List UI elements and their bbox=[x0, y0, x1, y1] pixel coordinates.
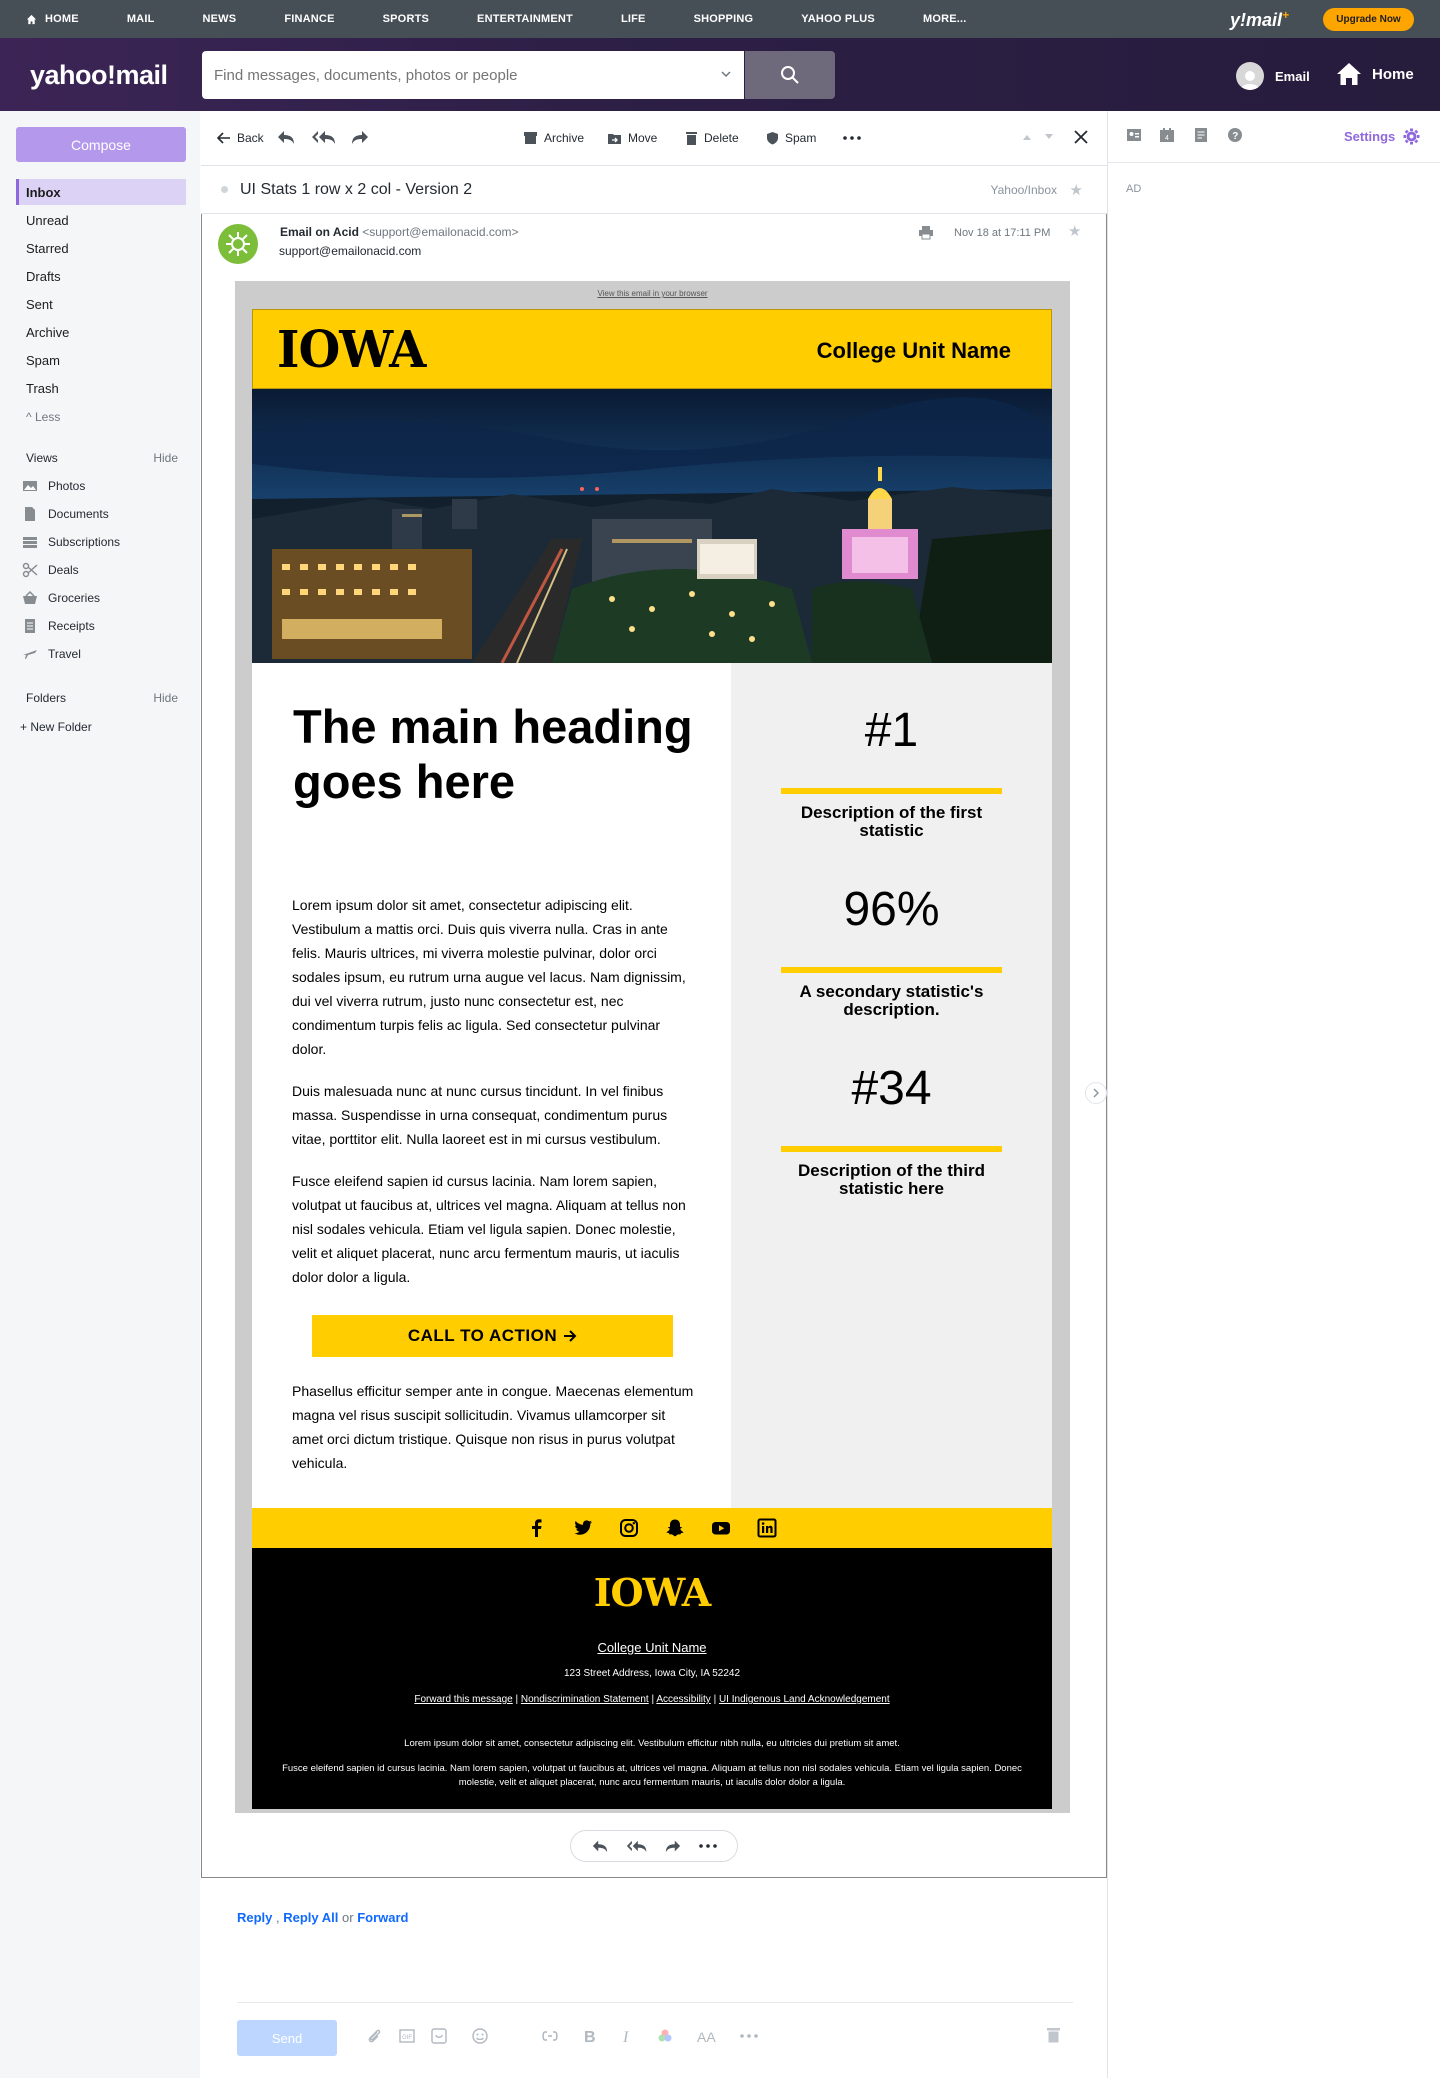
left-sidebar bbox=[0, 111, 200, 2078]
shield-icon bbox=[766, 131, 779, 145]
topnav-home-label: HOME bbox=[45, 13, 79, 25]
call-to-action-button[interactable] bbox=[312, 1315, 673, 1357]
italic-icon[interactable] bbox=[620, 2027, 636, 2045]
settings-button[interactable] bbox=[1344, 128, 1420, 145]
quick-reply-links: Reply , Reply All or Forward bbox=[237, 1910, 409, 1925]
stats-column bbox=[731, 663, 1052, 1508]
text-color-icon[interactable] bbox=[656, 2027, 674, 2045]
right-panel-toolbar bbox=[1108, 111, 1440, 163]
topnav-news[interactable]: NEWS bbox=[202, 13, 237, 25]
upgrade-button[interactable]: Upgrade Now bbox=[1323, 8, 1414, 31]
sender-avatar[interactable] bbox=[218, 224, 258, 264]
message-subject: UI Stats 1 row x 2 col - Version 2 bbox=[240, 180, 473, 198]
back-button[interactable] bbox=[217, 131, 264, 145]
forward-icon[interactable] bbox=[350, 128, 370, 146]
plus-icon: + bbox=[20, 720, 31, 734]
twitter-icon[interactable] bbox=[573, 1518, 593, 1538]
topnav-entertainment[interactable]: ENTERTAINMENT bbox=[477, 13, 573, 25]
sidebar-item-drafts[interactable]: Drafts bbox=[26, 268, 61, 284]
message-actions-pill bbox=[570, 1830, 738, 1862]
sidebar-item-label: Deals bbox=[48, 563, 79, 577]
stat-divider bbox=[781, 788, 1002, 794]
compose-divider bbox=[237, 2002, 1073, 2003]
stat-divider bbox=[781, 1146, 1002, 1152]
reply-link[interactable]: Reply bbox=[237, 1910, 273, 1925]
discard-draft-icon[interactable] bbox=[1046, 2027, 1061, 2043]
instagram-icon[interactable] bbox=[619, 1518, 639, 1538]
sidebar-item-label: Receipts bbox=[48, 619, 95, 633]
home-icon bbox=[26, 14, 37, 25]
archive-icon bbox=[523, 131, 538, 145]
sidebar-item-unread[interactable]: Unread bbox=[26, 212, 69, 228]
topnav-life[interactable]: LIFE bbox=[620, 13, 646, 25]
less-label: Less bbox=[34, 410, 61, 424]
topnav-links bbox=[0, 13, 1015, 25]
reply-all-icon[interactable] bbox=[626, 1838, 648, 1854]
svg-text:I: I bbox=[623, 2029, 629, 2045]
contacts-icon[interactable] bbox=[1126, 127, 1142, 143]
trash-icon bbox=[685, 131, 698, 145]
sticker-icon[interactable] bbox=[430, 2027, 448, 2045]
chevron-up-icon: ^ bbox=[26, 410, 35, 424]
reply-or-text: or bbox=[342, 1910, 354, 1925]
more-icon[interactable] bbox=[843, 136, 861, 140]
compose-button[interactable]: Compose bbox=[16, 127, 186, 162]
folders-title: Folders bbox=[26, 691, 67, 705]
reply-all-icon[interactable] bbox=[311, 128, 337, 146]
ad-label: AD bbox=[1126, 183, 1142, 195]
search-box bbox=[202, 51, 744, 99]
more-icon[interactable] bbox=[699, 1844, 717, 1848]
message-date: Nov 18 at 17:11 PM bbox=[954, 227, 1051, 239]
recipient-address[interactable]: support@emailonacid.com bbox=[279, 244, 422, 258]
spam-label: Spam bbox=[785, 131, 817, 145]
stat-description: A secondary statistic's description. bbox=[799, 982, 984, 1019]
topnav-sports[interactable]: SPORTS bbox=[382, 13, 430, 25]
folders-hide-toggle[interactable]: Hide bbox=[153, 691, 178, 705]
subscriptions-icon bbox=[22, 534, 38, 550]
sidebar-item-deals[interactable] bbox=[22, 562, 79, 578]
bold-icon[interactable] bbox=[582, 2027, 598, 2045]
right-panel bbox=[1107, 111, 1440, 2078]
nondiscrimination-link[interactable]: Nondiscrimination Statement bbox=[520, 1694, 649, 1705]
svg-text:B: B bbox=[584, 2029, 596, 2045]
header-home-link[interactable] bbox=[1336, 62, 1414, 86]
send-button[interactable]: Send bbox=[237, 2020, 337, 2056]
reply-icon[interactable] bbox=[276, 128, 296, 146]
sender-address: <support@emailonacid.com> bbox=[362, 225, 519, 239]
sidebar-item-travel[interactable] bbox=[22, 646, 81, 662]
email-on-acid-logo-icon bbox=[224, 230, 252, 258]
star-icon[interactable]: ★ bbox=[1068, 223, 1082, 240]
views-hide-toggle[interactable]: Hide bbox=[153, 451, 178, 465]
link-icon[interactable] bbox=[540, 2027, 560, 2045]
views-title: Views bbox=[26, 451, 58, 465]
search-input[interactable] bbox=[214, 67, 704, 84]
sidebar-item-groceries[interactable] bbox=[22, 590, 100, 606]
sidebar-item-sent[interactable]: Sent bbox=[26, 296, 53, 312]
stat-value: #1 bbox=[864, 704, 919, 757]
ymail-plus-mark: + bbox=[1282, 8, 1290, 22]
topnav-more[interactable]: MORE... bbox=[922, 13, 967, 25]
spam-button[interactable] bbox=[766, 131, 816, 145]
emoji-icon[interactable] bbox=[471, 2027, 489, 2045]
ymail-brand[interactable] bbox=[1230, 8, 1289, 31]
message-toolbar bbox=[201, 111, 1107, 166]
document-icon bbox=[22, 506, 38, 522]
sidebar-item-label: Photos bbox=[48, 479, 86, 493]
receipt-icon bbox=[22, 618, 38, 634]
sender-name[interactable]: Email on Acid bbox=[280, 225, 359, 239]
footer-paragraph: Fusce eleifend sapien id cursus lacinia. Nam lorem sapien, volutpat ut faucibus at, ultrices vel magna. Aliquam at tellus non nisl sodales vehicula. Etiam vel ligula sapien. Donec molestie, velit et aliquet placerat, nunc arcu fermentum mauris, ut iaculis dolor dolor a ligula. bbox=[282, 1763, 1022, 1788]
sidebar-item-receipts[interactable] bbox=[22, 618, 95, 634]
accessibility-link[interactable]: Accessibility bbox=[656, 1694, 711, 1705]
move-icon bbox=[607, 131, 622, 145]
svg-text:4: 4 bbox=[1165, 135, 1169, 142]
body-paragraph: Fusce eleifend sapien id cursus lacinia. Nam lorem sapien, volutpat ut faucibus at, ultrices vel magna. Aliquam at tellus non nisl sodales vehicula. Etiam vel ligula sapien. Donec molestie, velit et aliquet placerat, nunc arcu fermentum mauris, ut iaculis dolor dolor a ligula. bbox=[292, 1173, 686, 1285]
previous-message-icon[interactable] bbox=[1022, 133, 1032, 141]
linkedin-icon[interactable] bbox=[757, 1518, 777, 1538]
views-header bbox=[26, 451, 178, 465]
archive-label: Archive bbox=[544, 131, 585, 145]
footer-unit-link[interactable]: College Unit Name bbox=[597, 1640, 707, 1655]
svg-text:GIF: GIF bbox=[402, 2035, 412, 2041]
sender-line bbox=[280, 225, 519, 239]
sidebar-item-label: Documents bbox=[48, 507, 109, 521]
svg-text:AA: AA bbox=[697, 2029, 716, 2045]
move-label: Move bbox=[628, 131, 658, 145]
less-toggle[interactable] bbox=[26, 410, 60, 424]
print-icon[interactable] bbox=[918, 225, 934, 240]
top-navigation bbox=[0, 0, 1440, 38]
view-in-browser-link[interactable]: View this email in your browser bbox=[597, 289, 708, 298]
cta-label: CALL TO ACTION bbox=[407, 1326, 558, 1345]
chevron-right-icon bbox=[1092, 1088, 1100, 1098]
home-icon bbox=[1336, 62, 1362, 86]
email-footer bbox=[252, 1548, 1052, 1809]
header-email-link[interactable] bbox=[1236, 62, 1310, 90]
subject-bar bbox=[201, 166, 1107, 214]
topnav-yahoo-plus[interactable]: YAHOO PLUS bbox=[801, 13, 875, 25]
snapchat-icon[interactable] bbox=[665, 1518, 685, 1538]
mail-header bbox=[0, 38, 1440, 111]
plane-icon bbox=[22, 646, 38, 662]
email-background bbox=[235, 281, 1070, 1813]
search-icon bbox=[780, 65, 800, 85]
topnav-home[interactable] bbox=[26, 13, 79, 25]
reply-icon[interactable] bbox=[591, 1838, 609, 1854]
font-size-icon[interactable] bbox=[696, 2027, 718, 2045]
calendar-icon[interactable] bbox=[1159, 127, 1175, 143]
email-content bbox=[252, 309, 1052, 1809]
yahoo-mail-logo[interactable]: yahoo!mail bbox=[30, 60, 168, 90]
gear-icon bbox=[1403, 128, 1420, 145]
header-home-label: Home bbox=[1372, 65, 1414, 83]
stat-description: Description of the third statistic here bbox=[798, 1161, 985, 1198]
more-options-icon[interactable] bbox=[740, 2034, 758, 2038]
archive-button[interactable] bbox=[523, 131, 584, 145]
stat-description: Description of the first statistic bbox=[800, 803, 983, 840]
topnav-mail[interactable]: MAIL bbox=[126, 13, 155, 25]
avatar bbox=[1236, 62, 1264, 90]
topnav-finance[interactable]: FINANCE bbox=[284, 13, 335, 25]
stat-value: 96% bbox=[843, 883, 940, 936]
notepad-icon[interactable] bbox=[1193, 127, 1209, 143]
topnav-shopping[interactable]: SHOPPING bbox=[693, 13, 754, 25]
basket-icon bbox=[22, 590, 38, 606]
footer-address: 123 Street Address, Iowa City, IA 52242 bbox=[563, 1668, 741, 1679]
collapse-panel-button[interactable] bbox=[1085, 1082, 1107, 1104]
forward-link[interactable]: Forward bbox=[357, 1910, 409, 1925]
land-acknowledgement-link[interactable]: UI Indigenous Land Acknowledgement bbox=[718, 1694, 890, 1705]
gif-icon[interactable] bbox=[398, 2027, 416, 2045]
attachment-icon[interactable] bbox=[365, 2027, 383, 2045]
unread-dot[interactable] bbox=[221, 186, 228, 193]
reply-all-link[interactable]: Reply All bbox=[283, 1910, 339, 1925]
facebook-icon[interactable] bbox=[527, 1518, 547, 1538]
sidebar-item-label: Subscriptions bbox=[48, 535, 121, 549]
arrow-right-icon bbox=[563, 1329, 577, 1343]
iowa-logo[interactable]: IOWA bbox=[277, 320, 426, 380]
header-email-label: Email bbox=[1275, 68, 1310, 84]
sidebar-item-spam[interactable]: Spam bbox=[26, 352, 60, 368]
body-paragraph: Phasellus efficitur semper ante in congue. Maecenas elementum magna vel risus suscipit sollicitudin. Vivamus ullamcorper sit amet orci dictum tristique. Quisque non risus in purus volutpat vehicula. bbox=[292, 1383, 694, 1471]
star-icon[interactable]: ★ bbox=[1069, 181, 1083, 199]
scissors-icon bbox=[22, 562, 38, 578]
email-header bbox=[252, 309, 1052, 389]
sidebar-item-photos[interactable] bbox=[22, 478, 85, 494]
delete-button[interactable] bbox=[685, 131, 739, 145]
sidebar-item-inbox[interactable]: Inbox bbox=[16, 179, 186, 205]
ymail-brand-text: y!mail bbox=[1230, 10, 1283, 30]
new-folder-label: New Folder bbox=[30, 720, 92, 734]
back-label: Back bbox=[237, 131, 264, 145]
hero-image bbox=[252, 389, 1052, 663]
folders-header bbox=[26, 691, 178, 705]
main-heading: The main heading goes here bbox=[293, 700, 693, 808]
new-folder-button[interactable] bbox=[20, 720, 92, 734]
forward-icon[interactable] bbox=[664, 1838, 682, 1854]
photo-icon bbox=[22, 478, 38, 494]
close-icon[interactable] bbox=[1074, 130, 1088, 144]
content-column bbox=[252, 663, 731, 1508]
sidebar-item-label: Groceries bbox=[48, 591, 101, 605]
footer-links: Forward this message | Nondiscrimination Statement | Accessibility | UI Indigenous Land Acknowledgement bbox=[414, 1694, 890, 1705]
move-button[interactable] bbox=[607, 131, 657, 145]
sidebar-item-label: Travel bbox=[48, 647, 81, 661]
svg-text:?: ? bbox=[1232, 131, 1239, 142]
message-folder[interactable]: Yahoo/Inbox bbox=[990, 182, 1057, 197]
stat-value: #34 bbox=[851, 1062, 932, 1115]
social-bar bbox=[252, 1508, 1052, 1548]
settings-label: Settings bbox=[1344, 129, 1396, 144]
body-paragraph: Lorem ipsum dolor sit amet, consectetur adipiscing elit. Vestibulum a mattis orci. Duis quis viverra nulla. Cras in ante felis. Mauris ultrices, mi viverra molestie pulvinar, dolor orci sodales ipsum, eu rutrum urna augue vel lacus. Nam dignissim, dui vel viverra rutrum, justo nunc consectetur est, nec condimentum turpis felis ac ligula. Sed consectetur pulvinar dolor. bbox=[292, 897, 686, 1057]
youtube-icon[interactable] bbox=[711, 1518, 731, 1538]
user-icon bbox=[1239, 68, 1261, 90]
forward-message-link[interactable]: Forward this message bbox=[414, 1694, 513, 1705]
next-message-icon[interactable] bbox=[1044, 133, 1054, 141]
campus-night-photo bbox=[252, 389, 1052, 663]
search-button[interactable] bbox=[745, 51, 835, 99]
sidebar-item-trash[interactable]: Trash bbox=[26, 380, 59, 396]
delete-label: Delete bbox=[704, 131, 739, 145]
arrow-left-icon bbox=[217, 132, 231, 144]
footer-iowa-logo[interactable]: IOWA bbox=[593, 1570, 711, 1615]
sidebar-item-documents[interactable] bbox=[22, 506, 109, 522]
college-unit-name: College Unit Name bbox=[816, 338, 1011, 363]
stat-divider bbox=[781, 967, 1002, 973]
help-icon[interactable] bbox=[1227, 127, 1243, 143]
sidebar-item-subscriptions[interactable] bbox=[22, 534, 120, 550]
sender-row bbox=[218, 222, 1098, 264]
footer-paragraph: Lorem ipsum dolor sit amet, consectetur adipiscing elit. Vestibulum efficitur nibh nulla, eu ultricies dui pretium sit amet. bbox=[404, 1738, 900, 1749]
sidebar-item-starred[interactable]: Starred bbox=[26, 240, 69, 256]
body-paragraph: Duis malesuada nunc at nunc cursus tincidunt. In vel finibus massa. Suspendisse in urna consequat, condimentum purus vitae, porttitor elit. Nulla laoreet est in mi cursus vestibulum. bbox=[292, 1083, 668, 1147]
sidebar-item-archive[interactable]: Archive bbox=[26, 324, 70, 340]
chevron-down-icon[interactable] bbox=[720, 68, 732, 80]
